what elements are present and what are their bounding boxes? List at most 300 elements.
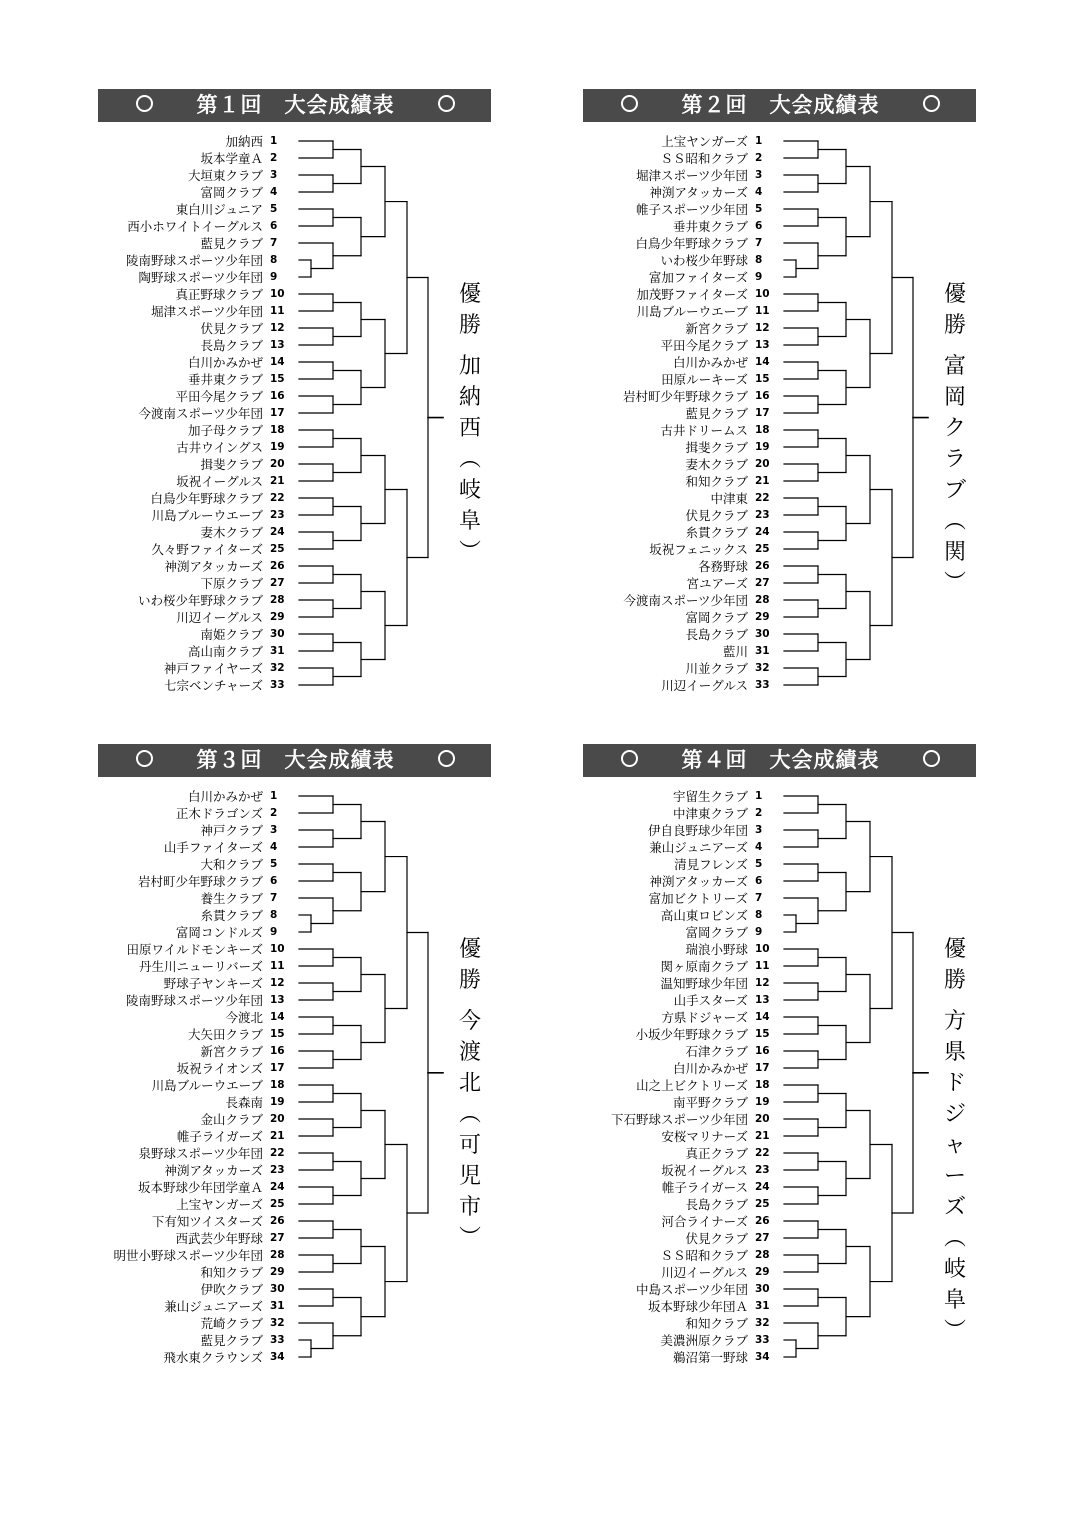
champion-name: [935, 1006, 975, 1347]
team-name: 川辺イーグルス: [661, 1264, 748, 1280]
team-name: 飛水東クラウンズ: [163, 1349, 263, 1365]
team-name: 温知野球少年団: [660, 975, 748, 991]
team-name: 大垣東クラブ: [187, 167, 263, 183]
team-name: 平田今尾クラブ: [660, 337, 748, 353]
seed-number: 23: [755, 508, 770, 521]
team-name: 石津クラブ: [685, 1043, 748, 1059]
seed-number: 24: [755, 1180, 770, 1193]
seed-number: 4: [755, 185, 763, 198]
champion-label-char: 優: [458, 282, 481, 307]
seed-number: 30: [270, 627, 285, 640]
team-name: 陵南野球スポーツ少年団: [125, 992, 263, 1008]
team-name: 川並クラブ: [685, 660, 748, 676]
team-name: 富岡クラブ: [685, 609, 748, 625]
seed-number: 9: [270, 925, 278, 938]
champion-label-char: 勝: [943, 968, 966, 993]
seed-number: 18: [755, 423, 770, 436]
seed-number: 21: [755, 1129, 770, 1142]
seed-number: 30: [755, 1282, 770, 1295]
champion-name-char: ャ: [943, 1133, 966, 1158]
seed-number: 15: [270, 372, 285, 385]
champion-name-char: ︵: [943, 1226, 966, 1251]
seed-number: 2: [755, 806, 763, 819]
seed-number: 3: [755, 823, 763, 836]
champion-label: [450, 279, 490, 351]
team-name: 古井ドリームス: [660, 422, 748, 438]
seed-number: 11: [755, 304, 770, 317]
bracket-lines: [778, 89, 918, 712]
seed-number: 25: [755, 542, 770, 555]
seed-number: 23: [755, 1163, 770, 1176]
champion-name-char: 岡: [943, 385, 966, 410]
seed-number: 24: [270, 1180, 285, 1193]
seed-number: 27: [270, 1231, 285, 1244]
seed-number: 20: [270, 1112, 285, 1125]
team-name: 岩村町少年野球クラブ: [137, 873, 263, 889]
team-name: 新宮クラブ: [685, 320, 748, 336]
seed-number: 28: [270, 1248, 285, 1261]
seed-number: 18: [270, 423, 285, 436]
champion-name-char: ︶: [458, 1226, 481, 1251]
team-name: 川島ブルーウエーブ: [636, 303, 748, 319]
team-name: 加納西: [225, 133, 263, 149]
seed-number: 19: [755, 440, 770, 453]
seed-number: 24: [755, 525, 770, 538]
team-name: 坂祝イーグルス: [661, 1162, 748, 1178]
seed-number: 2: [270, 151, 278, 164]
seed-number: 5: [755, 202, 763, 215]
team-name: 荒崎クラブ: [200, 1315, 263, 1331]
team-name: 藍見クラブ: [685, 405, 748, 421]
champion-label-char: 優: [943, 937, 966, 962]
team-name: 兼山ジュニアーズ: [164, 1298, 263, 1314]
champion-name-char: ︵: [458, 447, 481, 472]
team-name: 川辺イーグルス: [661, 677, 748, 693]
seed-number: 10: [755, 287, 770, 300]
seed-number: 29: [755, 610, 770, 623]
seed-number: 8: [270, 908, 278, 921]
team-name: 今渡北: [225, 1009, 263, 1025]
team-name: 伏見クラブ: [685, 507, 748, 523]
seed-number: 8: [755, 908, 763, 921]
seed-number: 34: [755, 1350, 770, 1363]
seed-number: 1: [270, 789, 278, 802]
team-name: 富岡クラブ: [685, 924, 748, 940]
team-name: 南平野クラブ: [672, 1094, 748, 1110]
champion-name-char: 北: [458, 1071, 481, 1096]
team-name: 宮ユアーズ: [686, 575, 748, 591]
seed-number: 25: [270, 542, 285, 555]
team-name: 白鳥少年野球クラブ: [635, 235, 748, 251]
seed-number: 6: [270, 874, 278, 887]
seed-number: 30: [755, 627, 770, 640]
team-name: 瑞浪小野球: [685, 941, 748, 957]
seed-number: 12: [755, 321, 770, 334]
seed-number: 3: [270, 823, 278, 836]
team-name: 和知クラブ: [685, 473, 748, 489]
team-name: 河合ライナーズ: [661, 1213, 748, 1229]
champion-label-char: 勝: [943, 313, 966, 338]
seed-number: 9: [755, 270, 763, 283]
seed-number: 9: [755, 925, 763, 938]
seed-number: 1: [755, 134, 763, 147]
seed-number: 6: [270, 219, 278, 232]
team-name: 七宗ベンチャーズ: [163, 677, 263, 693]
team-name: 平田今尾クラブ: [175, 388, 263, 404]
seed-number: 16: [270, 1044, 285, 1057]
team-name: ＳＳ昭和クラブ: [660, 150, 748, 166]
team-name: 上宝ヤンガーズ: [176, 1196, 263, 1212]
seed-number: 22: [755, 1146, 770, 1159]
team-name: 神渕アタッカーズ: [164, 1162, 263, 1178]
team-name: 川島ブルーウエーブ: [151, 1077, 263, 1093]
seed-number: 25: [755, 1197, 770, 1210]
team-name: 岩村町少年野球クラブ: [622, 388, 748, 404]
seed-number: 19: [270, 1095, 285, 1108]
seed-number: 7: [270, 236, 278, 249]
champion-name-char: ︶: [943, 1319, 966, 1344]
team-name: 坂祝ライオンズ: [176, 1060, 263, 1076]
seed-number: 16: [270, 389, 285, 402]
champion-name-char: 可: [458, 1133, 481, 1158]
team-name: 坂本学童Ａ: [200, 150, 263, 166]
seed-number: 26: [270, 1214, 285, 1227]
team-name: 金山クラブ: [200, 1111, 263, 1127]
champion-name-char: 岐: [943, 1257, 966, 1282]
team-name: 藍川: [722, 643, 748, 659]
team-name: 真正野球クラブ: [175, 286, 263, 302]
team-name: 真正クラブ: [685, 1145, 748, 1161]
team-name: 伏見クラブ: [685, 1230, 748, 1246]
champion-name-char: ズ: [943, 1195, 966, 1220]
team-name: 大矢田クラブ: [187, 1026, 263, 1042]
team-name: 伊自良野球少年団: [647, 822, 748, 838]
team-name: 西小ホワイトイーグルス: [127, 218, 263, 234]
seed-number: 25: [270, 1197, 285, 1210]
champion-label: [935, 934, 975, 1006]
champion-name-char: ジ: [943, 1102, 966, 1127]
champion-name-char: 方: [943, 1009, 966, 1034]
team-name: 坂本野球少年団学童Ａ: [137, 1179, 263, 1195]
seed-number: 31: [270, 644, 285, 657]
seed-number: 6: [755, 219, 763, 232]
seed-number: 28: [755, 1248, 770, 1261]
team-name: 神戸クラブ: [200, 822, 263, 838]
champion-label-char: 優: [458, 937, 481, 962]
seed-number: 26: [270, 559, 285, 572]
champion-name-char: 阜: [458, 509, 481, 534]
circle-icon: [923, 95, 940, 112]
team-name: 長森南: [225, 1094, 263, 1110]
seed-number: 33: [755, 1333, 770, 1346]
champion-block: [450, 279, 490, 568]
team-name: 山之上ビクトリーズ: [636, 1077, 748, 1093]
team-name: 鵜沼第一野球: [672, 1349, 748, 1365]
champion-name-char: ︵: [458, 1102, 481, 1127]
seed-number: 14: [270, 1010, 285, 1023]
champion-label-char: 勝: [458, 313, 481, 338]
team-name: 坂祝イーグルス: [176, 473, 263, 489]
team-name: 南姫クラブ: [200, 626, 263, 642]
seed-number: 29: [755, 1265, 770, 1278]
seed-number: 18: [270, 1078, 285, 1091]
seed-number: 23: [270, 1163, 285, 1176]
seed-number: 8: [755, 253, 763, 266]
team-name: 西武芸少年野球: [175, 1230, 263, 1246]
team-name: 高山東ロビンズ: [660, 907, 748, 923]
team-name: 白鳥少年野球クラブ: [150, 490, 263, 506]
champion-name-char: 児: [458, 1164, 481, 1189]
seed-number: 5: [270, 202, 278, 215]
circle-icon: [136, 95, 153, 112]
seed-number: 33: [755, 678, 770, 691]
seed-number: 3: [270, 168, 278, 181]
seed-number: 22: [270, 491, 285, 504]
seed-number: 4: [755, 840, 763, 853]
champion-name-char: 西: [458, 416, 481, 441]
seed-number: 18: [755, 1078, 770, 1091]
team-name: 丹生川ニューリバーズ: [138, 958, 263, 974]
seed-number: 31: [270, 1299, 285, 1312]
seed-number: 21: [270, 474, 285, 487]
seed-number: 17: [755, 406, 770, 419]
seed-number: 17: [755, 1061, 770, 1074]
seed-number: 12: [270, 321, 285, 334]
team-name: 高山南クラブ: [187, 643, 263, 659]
team-name: 正木ドラゴンズ: [175, 805, 263, 821]
seed-number: 8: [270, 253, 278, 266]
team-name: 小坂少年野球クラブ: [635, 1026, 748, 1042]
team-name: 川辺イーグルス: [176, 609, 263, 625]
seed-number: 22: [270, 1146, 285, 1159]
team-name: 富岡コンドルズ: [175, 924, 263, 940]
seed-number: 1: [755, 789, 763, 802]
team-name: 山手ファイターズ: [163, 839, 263, 855]
seed-number: 34: [270, 1350, 285, 1363]
team-name: 大和クラブ: [200, 856, 263, 872]
seed-number: 9: [270, 270, 278, 283]
team-name: 坂本野球少年団Ａ: [647, 1298, 748, 1314]
seed-number: 21: [270, 1129, 285, 1142]
seed-number: 27: [755, 576, 770, 589]
team-name: 下原クラブ: [200, 575, 263, 591]
champion-label-char: 勝: [458, 968, 481, 993]
seed-number: 5: [755, 857, 763, 870]
seed-number: 32: [270, 1316, 285, 1329]
champion-name-char: 加: [458, 354, 481, 379]
team-name: 垂井東クラブ: [672, 218, 748, 234]
bracket-title: 第３回 大会成績表: [196, 748, 395, 772]
team-name: 妻木クラブ: [685, 456, 748, 472]
team-name: 和知クラブ: [200, 1264, 263, 1280]
team-name: 各務野球: [697, 558, 748, 574]
circle-icon: [923, 750, 940, 767]
team-name: 下有知ツイスターズ: [151, 1213, 263, 1229]
team-name: 田原ルーキーズ: [661, 371, 748, 387]
team-name: 中津東クラブ: [672, 805, 748, 821]
seed-number: 19: [755, 1095, 770, 1108]
bracket-lines: [293, 744, 433, 1384]
seed-number: 15: [755, 1027, 770, 1040]
team-name: 方県ドジャーズ: [661, 1009, 748, 1025]
seed-number: 7: [270, 891, 278, 904]
seed-number: 14: [270, 355, 285, 368]
team-name: 兼山ジュニアーズ: [649, 839, 748, 855]
team-name: 富加ビクトリーズ: [648, 890, 748, 906]
team-name: 神渕アタッカーズ: [649, 184, 748, 200]
seed-number: 33: [270, 678, 285, 691]
team-name: 下石野球スポーツ少年団: [610, 1111, 748, 1127]
seed-number: 13: [755, 338, 770, 351]
champion-name: [450, 1006, 490, 1254]
team-name: 揖斐クラブ: [200, 456, 263, 472]
champion-name-char: ラ: [943, 447, 966, 472]
team-name: 泉野球スポーツ少年団: [138, 1145, 263, 1161]
champion-name-char: ク: [943, 416, 966, 441]
seed-number: 26: [755, 1214, 770, 1227]
champion-name-char: 県: [943, 1040, 966, 1065]
champion-block: [450, 934, 490, 1254]
team-name: 帷子スポーツ少年団: [635, 201, 748, 217]
team-name: 藍見クラブ: [200, 1332, 263, 1348]
seed-number: 27: [270, 576, 285, 589]
champion-block: [935, 279, 975, 599]
seed-number: 12: [270, 976, 285, 989]
seed-number: 7: [755, 891, 763, 904]
champion-name: [450, 351, 490, 568]
team-name: いわ桜少年野球クラブ: [137, 592, 263, 608]
seed-number: 23: [270, 508, 285, 521]
bracket-title: 第４回 大会成績表: [681, 748, 880, 772]
bracket-title: 第１回 大会成績表: [196, 93, 395, 117]
champion-name-char: 今: [458, 1009, 481, 1034]
team-name: 富岡クラブ: [200, 184, 263, 200]
team-name: 東白川ジュニア: [175, 201, 263, 217]
circle-icon: [438, 750, 455, 767]
bracket-lines: [293, 89, 433, 712]
seed-number: 15: [270, 1027, 285, 1040]
team-name: 宇留生クラブ: [672, 788, 748, 804]
team-name: 長島クラブ: [685, 1196, 748, 1212]
seed-number: 29: [270, 1265, 285, 1278]
seed-number: 20: [755, 1112, 770, 1125]
seed-number: 17: [270, 406, 285, 419]
seed-number: 7: [755, 236, 763, 249]
team-name: 陶野球スポーツ少年団: [138, 269, 263, 285]
team-name: 美濃洲原クラブ: [660, 1332, 748, 1348]
seed-number: 31: [755, 1299, 770, 1312]
team-name: 藍見クラブ: [200, 235, 263, 251]
seed-number: 26: [755, 559, 770, 572]
champion-name-char: 納: [458, 385, 481, 410]
seed-number: 10: [755, 942, 770, 955]
seed-number: 24: [270, 525, 285, 538]
team-name: 神渕アタッカーズ: [164, 558, 263, 574]
champion-name-char: ー: [943, 1164, 966, 1189]
team-name: 清見フレンズ: [674, 856, 748, 872]
team-name: 堀津スポーツ少年団: [635, 167, 748, 183]
seed-number: 32: [270, 661, 285, 674]
champion-name-char: ブ: [943, 478, 966, 503]
team-name: 今渡南スポーツ少年団: [138, 405, 263, 421]
champion-name-char: ド: [943, 1071, 966, 1096]
seed-number: 28: [270, 593, 285, 606]
team-name: 白川かみかぜ: [187, 788, 263, 804]
seed-number: 32: [755, 1316, 770, 1329]
team-name: 和知クラブ: [685, 1315, 748, 1331]
seed-number: 21: [755, 474, 770, 487]
seed-number: 5: [270, 857, 278, 870]
champion-block: [935, 934, 975, 1347]
seed-number: 12: [755, 976, 770, 989]
team-name: 安桜マリナーズ: [661, 1128, 748, 1144]
seed-number: 22: [755, 491, 770, 504]
team-name: いわ桜少年野球: [660, 252, 748, 268]
bracket-lines: [778, 744, 918, 1384]
team-name: 糸貫クラブ: [200, 907, 263, 923]
seed-number: 17: [270, 1061, 285, 1074]
team-name: 帷子ライガース: [661, 1179, 748, 1195]
team-name: 関ヶ原南クラブ: [660, 958, 748, 974]
seed-number: 32: [755, 661, 770, 674]
seed-number: 3: [755, 168, 763, 181]
team-name: 古井ウイングス: [176, 439, 263, 455]
seed-number: 31: [755, 644, 770, 657]
seed-number: 4: [270, 185, 278, 198]
team-name: 伏見クラブ: [200, 320, 263, 336]
seed-number: 14: [755, 1010, 770, 1023]
seed-number: 28: [755, 593, 770, 606]
team-name: 白川かみかぜ: [672, 1060, 748, 1076]
seed-number: 11: [270, 304, 285, 317]
champion-label: [935, 279, 975, 351]
team-name: 新宮クラブ: [200, 1043, 263, 1059]
team-name: 加茂野ファイターズ: [636, 286, 748, 302]
team-name: 白川かみかぜ: [187, 354, 263, 370]
seed-number: 16: [755, 1044, 770, 1057]
seed-number: 30: [270, 1282, 285, 1295]
team-name: 妻木クラブ: [200, 524, 263, 540]
circle-icon: [621, 95, 638, 112]
circle-icon: [136, 750, 153, 767]
champion-name-char: 阜: [943, 1288, 966, 1313]
team-name: 山手スターズ: [673, 992, 748, 1008]
team-name: 養生クラブ: [200, 890, 263, 906]
seed-number: 13: [270, 993, 285, 1006]
seed-number: 33: [270, 1333, 285, 1346]
champion-name-char: 関: [943, 540, 966, 565]
team-name: 白川かみかぜ: [672, 354, 748, 370]
seed-number: 11: [755, 959, 770, 972]
team-name: 神渕アタッカーズ: [649, 873, 748, 889]
champion-name-char: ︵: [943, 509, 966, 534]
seed-number: 20: [270, 457, 285, 470]
seed-number: 29: [270, 610, 285, 623]
circle-icon: [621, 750, 638, 767]
team-name: 揖斐クラブ: [685, 439, 748, 455]
team-name: 坂祝フェニックス: [649, 541, 748, 557]
seed-number: 6: [755, 874, 763, 887]
champion-name: [935, 351, 975, 599]
team-name: ＳＳ昭和クラブ: [660, 1247, 748, 1263]
team-name: 糸貫クラブ: [685, 524, 748, 540]
team-name: 上宝ヤンガーズ: [661, 133, 748, 149]
team-name: 田原ワイルドモンキーズ: [126, 941, 263, 957]
team-name: 今渡南スポーツ少年団: [623, 592, 748, 608]
team-name: 陵南野球スポーツ少年団: [125, 252, 263, 268]
team-name: 野球子ヤンキーズ: [163, 975, 263, 991]
team-name: 加子母クラブ: [187, 422, 263, 438]
